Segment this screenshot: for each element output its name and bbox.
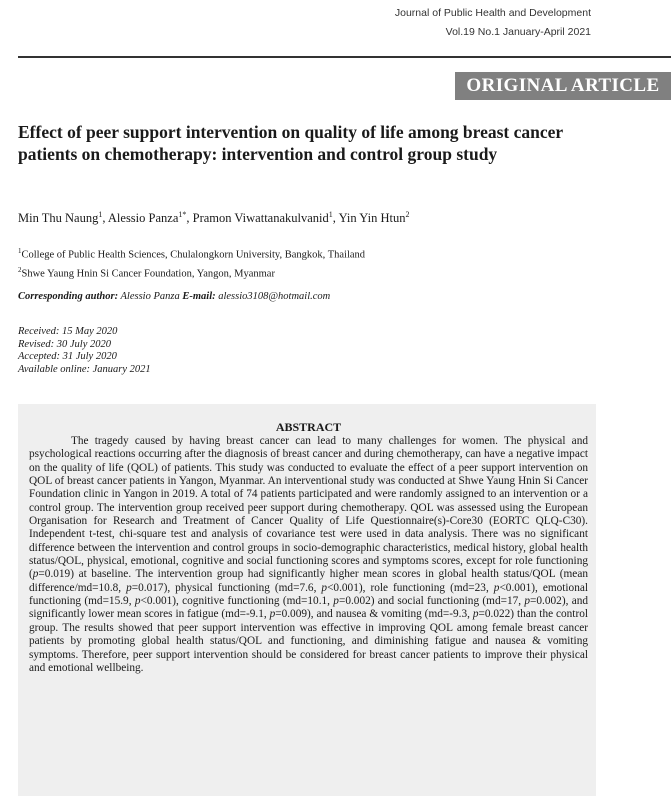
corresponding-label: Corresponding author:	[18, 291, 119, 302]
author-affiliation-mark: 1	[98, 210, 103, 219]
affiliation	[18, 244, 365, 263]
abstract-text: The tragedy caused by having breast cancer can lead to many challenges for women. The physical and psychological reactions occurring after the diagnosis of breast cancer and during chemotherapy, can have a negative impact on the quality of life (QOL) of patients. This study was conducted to evaluate the effect of a peer support intervention on QOL of breast cancer patients in Yangon, Myanmar. An interventional study was conducted at Shwe Yaung Hnin Si Cancer Foundation clinic in Yangon in 2019. A total of 74 patients participated and were randomly assigned to an intervention or a control group. The intervention group received peer support during chemotherapy. QOL was assessed using the European Organisation for Research and Treatment of Cancer Quality of Life Questionnaire(s)-Core30 (EORTC QLQ-C30). Independent t-test, chi-square test and analysis of covariance test were used in data analysis. There was no significant difference between the intervention and control groups in socio-demographic characteristics, medical history, global health status/QOL, physical, emotional, cognitive and social functioning scores and symptoms scores, except for role functioning (p=0.019) at baseline. The intervention group had significantly higher mean scores in global health status/QOL (mean difference/md=10.8, p=0.017), physical functioning (md=7.6, p<0.001), role functioning (md=23, p<0.001), emotional functioning (md=15.9, p<0.001), cognitive functioning (md=10.1, p=0.002) and social functioning (md=17, p=0.002), and significantly lower mean scores in fatigue (md=-9.1, p=0.009), and nausea & vomiting (md=-9.3, p=0.022) than the control group. The results showed that peer support intervention was effective in improving QOL among female breast cancer patients by promoting global health status/QOL and functioning, and diminishing fatigue and nausea & vomiting symptoms. Therefore, peer support intervention should be considered for breast cancer patients to improve their physical and emotional wellbeing.	[29, 435, 589, 674]
revised-date: Revised: 30 July 2020	[18, 338, 112, 350]
corresponding-email: alessio3108@hotmail.com	[218, 291, 331, 302]
affiliation-mark: 2	[18, 265, 22, 274]
affiliation-text: Shwe Yaung Hnin Si Cancer Foundation, Yangon, Myanmar	[21, 268, 275, 279]
author-name: Alessio Panza	[107, 211, 179, 226]
received-date: Received: 15 May 2020	[18, 326, 118, 337]
affiliation	[18, 263, 365, 282]
available-date: Available online: January 2021	[18, 363, 151, 375]
author-name: Min Thu Naung	[18, 211, 99, 226]
author-list: Min Thu Naung$^1$, Alessio Panza$^{1*}$, Pramon Viwattanakulvanid$^1$, Yin Yin Htun$^2$	[18, 210, 410, 226]
affiliation-mark: 1	[18, 247, 22, 255]
journal-name: Journal of Public Health and Development	[394, 7, 591, 19]
accepted-date: Accepted: 31 July 2020	[18, 351, 117, 362]
affiliation-text: College of Public Health Sciences, Chulalongkorn University, Bangkok, Thailand	[21, 249, 366, 261]
corresponding-author	[18, 291, 330, 302]
author-name: Pramon Viwattanakulvanid	[192, 211, 329, 226]
article-dates	[18, 326, 151, 376]
author-affiliation-mark: 1*	[178, 210, 187, 219]
header-rule	[18, 56, 671, 58]
email-label: E-mail:	[182, 291, 216, 302]
article-title: Effect of peer support intervention on quality of life among breast cancer patients on chemotherapy: intervention and control group study	[18, 122, 563, 164]
abstract-section	[18, 404, 596, 796]
journal-header	[395, 4, 591, 42]
corresponding-name: Alessio Panza	[120, 291, 180, 302]
affiliation-list	[18, 244, 365, 281]
article-type-banner: ORIGINAL ARTICLE	[455, 72, 671, 100]
author-affiliation-mark: 1	[328, 210, 333, 219]
volume-issue: Vol.19 No.1 January-April 2021	[445, 26, 591, 38]
author-affiliation-mark: 2	[405, 210, 410, 219]
author-name: Yin Yin Htun	[338, 211, 406, 226]
abstract-heading: ABSTRACT	[275, 420, 342, 434]
